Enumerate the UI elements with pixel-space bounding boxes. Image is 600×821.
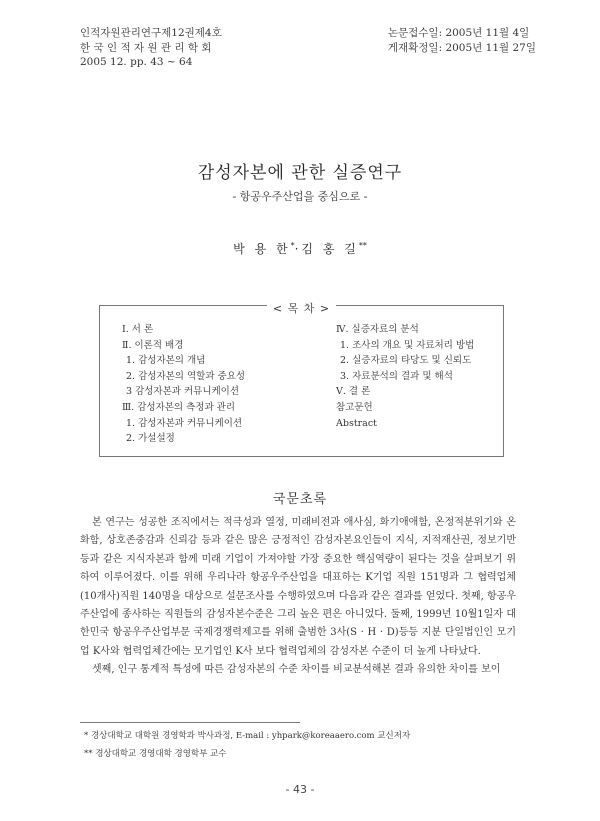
toc-left-column [122, 322, 245, 447]
toc-item: Ⅲ. 감성자본의 측정과 관리 [122, 401, 236, 413]
toc-item: Abstract [336, 417, 377, 429]
toc-item: 참고문헌 [336, 401, 373, 413]
abstract-body [80, 514, 516, 680]
toc-item: Ⅴ. 결 론 [336, 386, 371, 398]
author-2-mark: ** [358, 241, 367, 250]
toc-item: 3 감성자본과 커뮤니케이션 [126, 386, 240, 398]
abstract-paragraph: 본 연구는 성공한 조직에서는 적극성과 열정, 미래비전과 애사심, 화기애애함, 온정적분위기와 온화함, 상호존중감과 신뢰감 등과 같은 많은 긍정적인 감성자본요인들이 지식, 지적재산권, 정보기반 등과 같은 지식자본과 함께 미래 기업이 가져야할 가장 중요한 핵심역량이 된다는 것을 살펴보기 위하여 이루어졌다. 이를 위해 우리나라 항공우주산업을 대표하는 K기업 직원 151명과 그 협력업체(10개사)직원 140명을 대상으로 설문조사를 수행하였으며 다음과 같은 결과를 얻었다. 첫째, 항공우주산업에 종사하는 직원들의 감성자본수준은 그리 높은 편은 아니었다. 둘째, 1999년 10월1일자 대한민국 항공우주산업부문 국제경쟁력제고를 위해 출범한 3사(S · H · D)등등 지분 단일법인인 모기업 K사와 협력업체간에는 모기업인 K사 보다 협력업체의 감성자본 수준이 더 높게 나타났다. [80, 517, 516, 657]
accepted-date: 게재확정일: 2005년 11월 27일 [387, 41, 536, 54]
toc-item: 3. 자료분석의 결과 및 해석 [340, 370, 453, 382]
page-number: - 43 - [285, 783, 315, 796]
toc-item: Ⅰ. 서 론 [122, 324, 154, 335]
toc-item: 2. 가설설정 [126, 433, 175, 445]
received-date: 논문접수일: 2005년 11월 4일 [387, 27, 530, 39]
society-name: 한 국 인 적 자 원 관 리 학 회 [80, 41, 212, 54]
toc-item: 1. 감성자본과 커뮤니케이션 [126, 417, 243, 429]
authors-line [0, 240, 600, 257]
submission-dates [388, 26, 536, 55]
toc-item: 1. 감성자본의 개념 [126, 355, 206, 367]
toc-right-column [336, 322, 474, 431]
abstract-title: 국문초록 [272, 492, 328, 507]
paper-title: 감성자본에 관한 실증연구 [197, 163, 403, 183]
toc-item: 1. 조사의 개요 및 자료처리 방법 [340, 339, 475, 351]
author-separator: · [294, 242, 302, 256]
footnote-2: ** 경상대학교 경영대학 경영학부 교수 [84, 749, 227, 759]
footnote-divider [80, 722, 300, 723]
journal-name: 인적자원관리연구제12권제4호 [80, 27, 222, 39]
issue-pages: 2005 12. pp. 43 ~ 64 [80, 56, 193, 68]
table-of-contents [99, 302, 504, 457]
author-1: 박 용 한 [233, 242, 291, 256]
footnote-1: * 경상대학교 대학원 경영학과 박사과정, E-mail : yhpark@koreaaero.com 교신저자 [84, 731, 411, 741]
toc-heading: < 목 차 > [267, 302, 336, 315]
toc-item: 2. 실증자료의 타당도 및 신뢰도 [340, 355, 472, 367]
toc-item: Ⅱ. 이론적 배경 [122, 339, 184, 351]
toc-item: Ⅳ. 실증자료의 분석 [336, 324, 419, 335]
paper-subtitle: - 항공우주산업을 중심으로 - [232, 190, 368, 203]
toc-item: 2. 감성자본의 역할과 중요성 [126, 370, 246, 382]
abstract-paragraph: 셋째, 인구 통계적 특성에 따른 감성자본의 수준 차이를 비교분석해본 결과 유의한 차이를 보이 [92, 664, 501, 676]
journal-info [80, 26, 222, 70]
author-1-mark: * [290, 241, 295, 250]
author-2: 김 홍 길 [301, 242, 359, 256]
